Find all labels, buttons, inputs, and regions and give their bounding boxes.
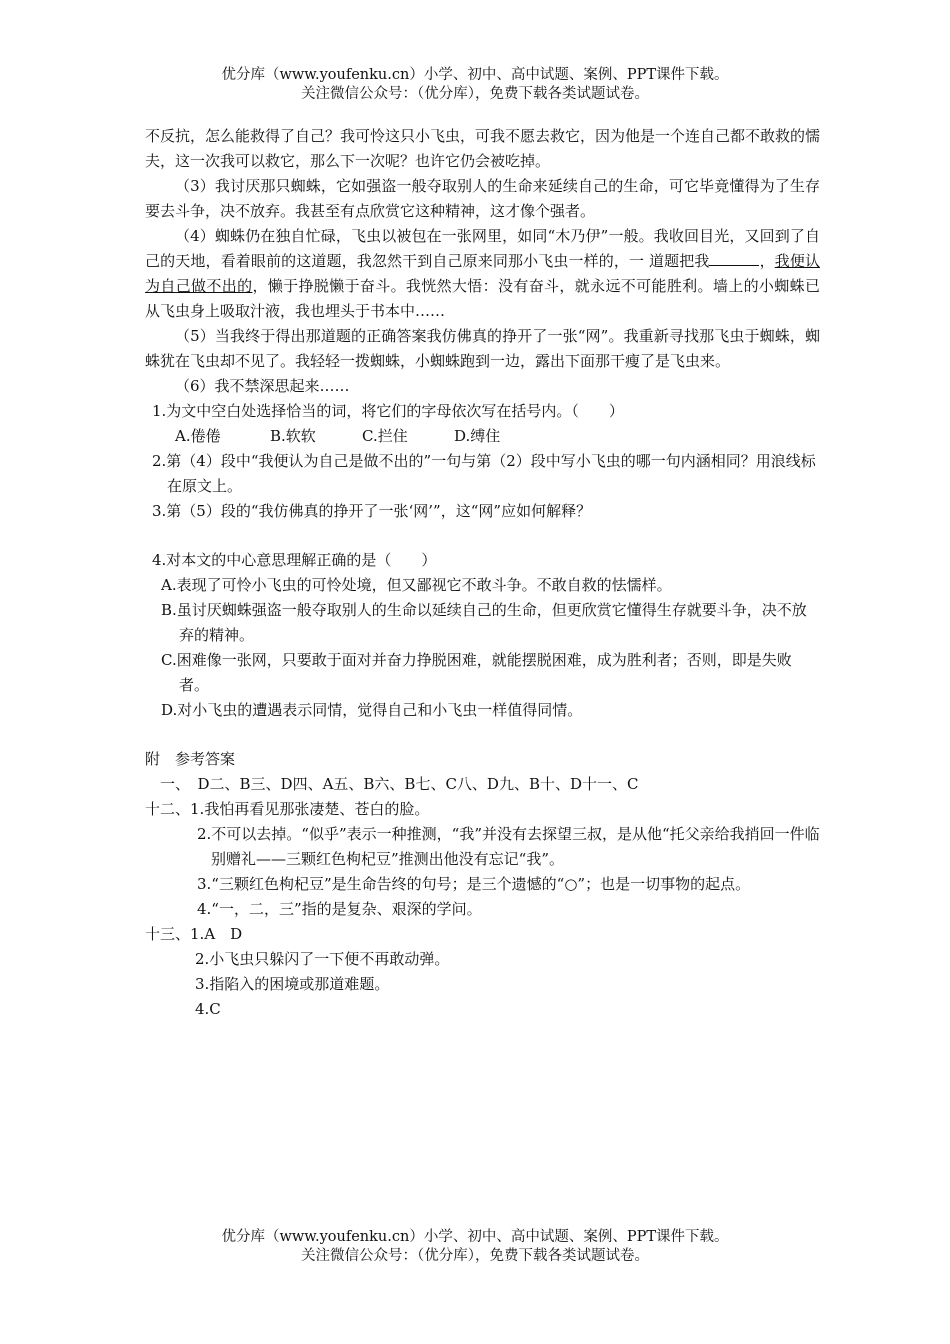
section-12-item-3: 3.“三颗红色枸杞豆”是生命告终的句号；是三个遗憾的“○”；也是一切事物的起点。 <box>197 875 751 893</box>
page-header-top <box>0 66 950 104</box>
section-13-item-1: 1.A D <box>190 925 243 943</box>
section-13-item-2: 2.小飞虫只躲闪了一下便不再敢动弹。 <box>195 950 450 968</box>
answer-space <box>145 524 820 548</box>
answers-title: 附 参考答案 <box>145 750 236 768</box>
section-spacer <box>145 723 820 747</box>
header-line-1: 优分库（www.youfenku.cn）小学、初中、高中试题、案例、PPT课件下载。 <box>221 67 729 83</box>
passage-paragraph-6: （6）我不禁深思起来…… <box>175 377 350 395</box>
passage-paragraph-5: （5）当我终于得出那道题的正确答案我仿佛真的挣开了一张“网”。我重新寻找那飞虫于蜘蛛，蜘蛛犹在飞虫却不见了。我轻轻一拨蜘蛛，小蜘蛛跑到一边，露出下面那干瘦了是飞虫来。 <box>145 327 820 370</box>
page-footer <box>0 1228 950 1266</box>
question-4-option-a: A.表现了可怜小飞虫的可怜处境，但又鄙视它不敢斗争。不敢自救的怯懦样。 <box>161 576 672 594</box>
option-d: D.缚住 <box>454 427 501 445</box>
section-12-item-1: 1.我怕再看见那张凄楚、苍白的脸。 <box>190 800 430 818</box>
paragraph-4-text-a: （4）蜘蛛仍在独自忙碌，飞虫以被包在一张网里，如同“木乃伊”一般。我收回目光，又回到了自己的天地，看着眼前的这道题，我忽然干到自己原来同那小飞虫一样的，一 道题把我 <box>145 227 820 270</box>
section-12-label: 十二、 <box>145 800 191 818</box>
footer-line-1: 优分库（www.youfenku.cn）小学、初中、高中试题、案例、PPT课件下载。 <box>221 1229 729 1245</box>
answers-section-13 <box>145 922 820 947</box>
question-4-option-c: C.困难像一张网，只要敢于面对并奋力挣脱困难，就能摆脱困难，成为胜利者；否则，即是失败者。 <box>161 651 792 694</box>
question-3: 3.第（5）段的“我仿佛真的挣开了一张‘网’”，这“网”应如何解释？ <box>152 502 592 520</box>
fill-in-blank <box>709 251 759 266</box>
passage-paragraph-continued: 不反抗，怎么能救得了自己？我可怜这只小飞虫，可我不愿去救它，因为他是一个连自己都不敢救的懦夫，这一次我可以救它，那么下一次呢？也许它仍会被吃掉。 <box>145 127 821 170</box>
header-line-2: 关注微信公众号：（优分库），免费下载各类试题试卷。 <box>301 86 649 102</box>
option-b: B.软软 <box>270 427 316 445</box>
section-13-label: 十三、 <box>145 925 191 943</box>
paragraph-4-text-c: ，懒于挣脱懒于奋斗。我恍然大悟：没有奋斗，就永远不可能胜利。墙上的小蜘蛛已从飞虫身上吸取汁液，我也埋头于书本中…… <box>145 277 820 320</box>
document-body <box>145 124 820 1022</box>
section-12-item-2: 2.不可以去掉。“似乎”表示一种推测，“我”并没有去探望三叔，是从他“托父亲给我捎回一件临别赠礼——三颗红色枸杞豆”推测出他没有忘记“我”。 <box>197 825 820 868</box>
question-1: 1.为文中空白处选择恰当的词，将它们的字母依次写在括号内。（ ） <box>152 402 624 420</box>
section-13-item-4: 4.C <box>195 1000 221 1018</box>
question-4-option-d: D.对小飞虫的遭遇表示同情，觉得自己和小飞虫一样值得同情。 <box>161 701 583 719</box>
passage-paragraph-3: （3）我讨厌那只蜘蛛，它如强盗一般夺取别人的生命来延续自己的生命，可它毕竟懂得为了生存要去斗争，决不放弃。我甚至有点欣赏它这种精神，这才像个强者。 <box>145 177 820 220</box>
option-a: A.倦倦 <box>175 427 221 445</box>
question-4: 4.对本文的中心意思理解正确的是（ ） <box>152 551 437 569</box>
section-12-item-4: 4.“一，二，三”指的是复杂、艰深的学问。 <box>197 900 482 918</box>
question-2: 2.第（4）段中“我便认为自己是做不出的”一句与第（2）段中写小飞虫的哪一句内涵相同？用浪线标在原文上。 <box>152 452 816 495</box>
question-4-option-b: B.虽讨厌蜘蛛强盗一般夺取别人的生命以延续自己的生命，但更欣赏它懂得生存就要斗争，决不放弃的精神。 <box>161 601 807 644</box>
question-1-options <box>145 424 820 449</box>
passage-paragraph-4: （4）蜘蛛仍在独自忙碌，飞虫以被包在一张网里，如同“木乃伊”一般。我收回目光，又回到了自己的天地，看着眼前的这道题，我忽然干到自己原来同那小飞虫一样的，一 道题把我 ，我便认为自己做不出的，懒于挣脱懒于奋斗。我恍然大悟：没有奋斗，就永远不可能胜利。墙上的小蜘蛛已从飞虫身上吸取汁液，我也埋头于书本中…… <box>145 227 820 320</box>
paragraph-4-underlined-sentence: 我便认为自己做不出的 <box>145 252 820 295</box>
answers-line-1: 一、 D二、B三、D四、A五、B六、B七、C八、D九、B十、D十一、C <box>145 775 639 793</box>
option-c: C.拦住 <box>362 427 408 445</box>
section-13-item-3: 3.指陷入的困境或那道难题。 <box>195 975 390 993</box>
footer-line-2: 关注微信公众号：（优分库），免费下载各类试题试卷。 <box>301 1248 649 1264</box>
answers-section-12 <box>145 797 820 822</box>
